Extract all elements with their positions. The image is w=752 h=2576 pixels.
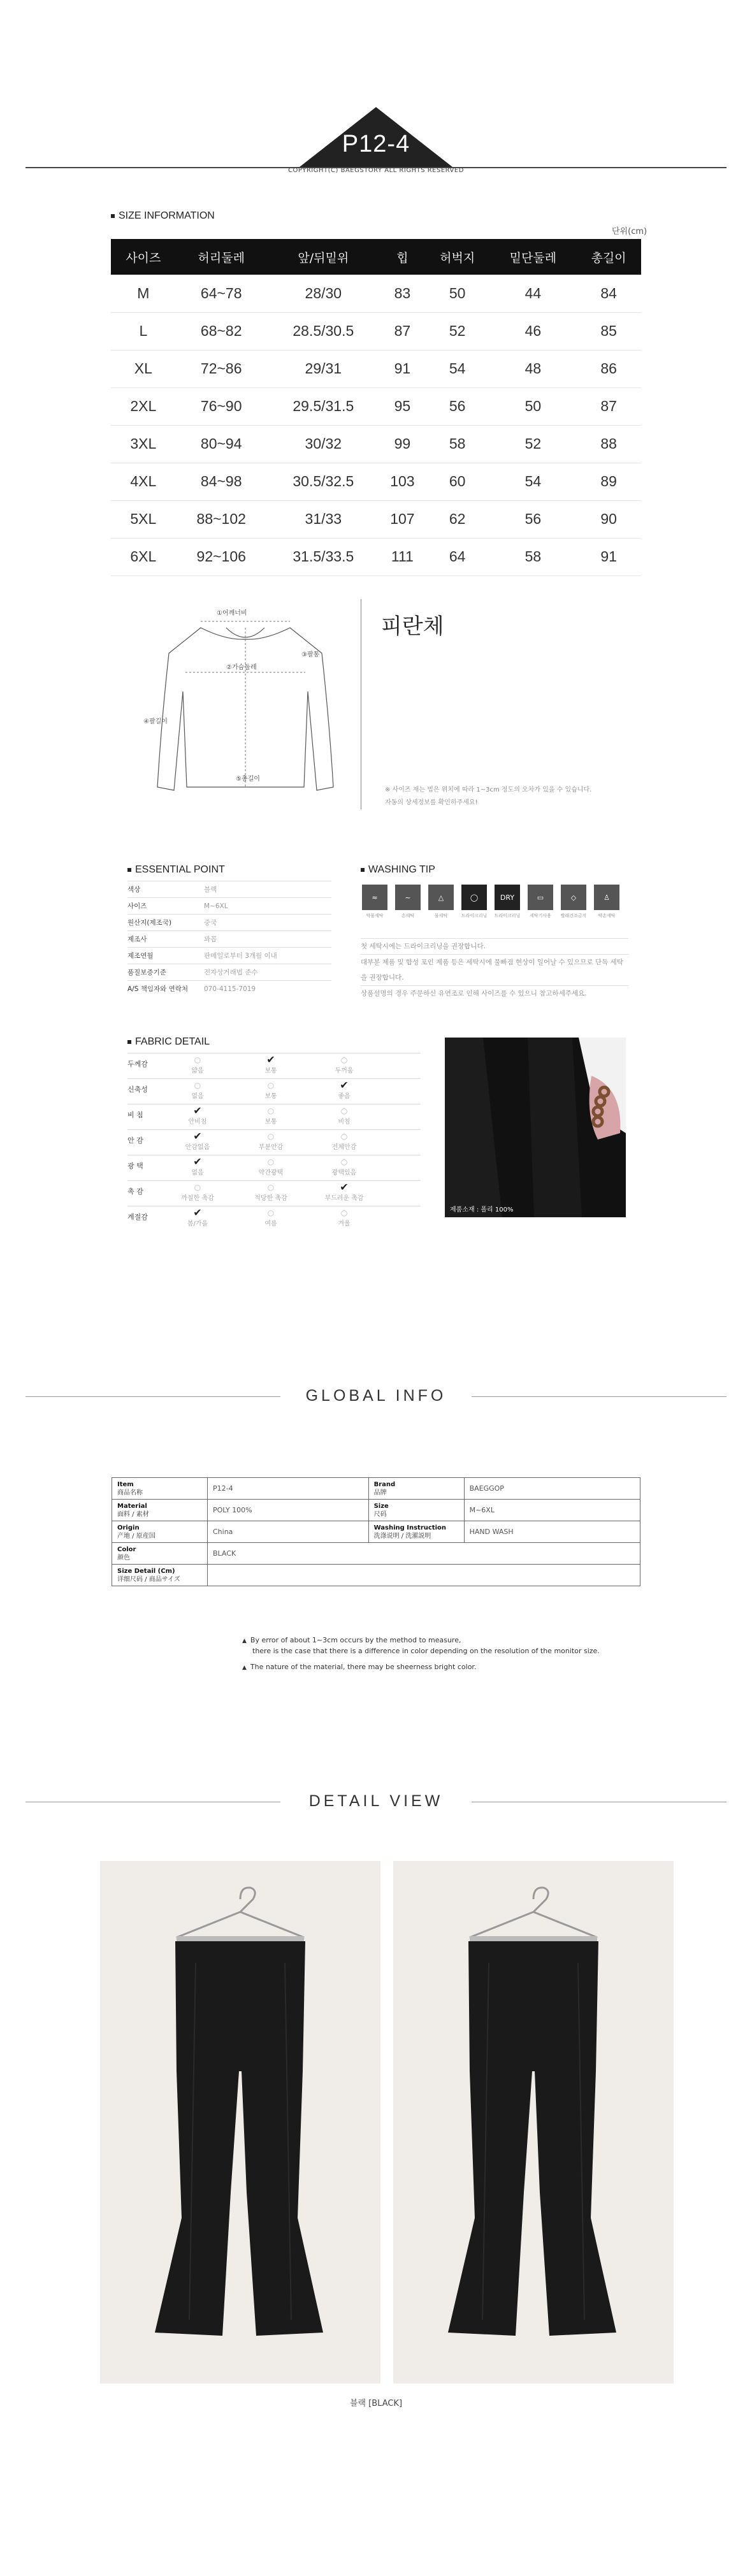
- washing-icon-caption: 손세탁: [401, 913, 415, 918]
- washing-note: 첫 세탁시에는 드라이크리닝을 권장합니다.: [361, 938, 628, 954]
- size-col-header: 사이즈: [111, 239, 176, 275]
- pants-back-image: [393, 1861, 674, 2384]
- size-cell: 31.5/33.5: [267, 538, 380, 575]
- washing-icon-caption: 세탁기사용: [530, 913, 551, 918]
- essential-key: 품질보증기준: [127, 964, 204, 981]
- size-cell: 89: [576, 463, 641, 500]
- fabric-option: [245, 1131, 296, 1151]
- check-icon: ✔: [193, 1206, 202, 1219]
- size-cell: 62: [425, 500, 490, 538]
- size-cell: 95: [380, 387, 425, 425]
- fabric-option-label: 광택있음: [331, 1169, 357, 1176]
- circle-icon: ○: [340, 1132, 348, 1141]
- size-col-header: 허벅지: [425, 239, 490, 275]
- check-icon: ✔: [193, 1104, 202, 1117]
- fabric-option-label: 비침: [338, 1118, 351, 1125]
- square-bullet-icon: [111, 214, 115, 218]
- size-cell: 56: [490, 500, 577, 538]
- pants-front-image: [100, 1861, 380, 2384]
- size-cell: 50: [425, 275, 490, 312]
- size-cell: 2XL: [111, 387, 176, 425]
- essential-row: [127, 981, 331, 997]
- size-info-title: SIZE INFORMATION: [111, 210, 215, 222]
- size-row: [111, 463, 641, 500]
- fabric-row: [127, 1053, 421, 1078]
- size-col-header: 힙: [380, 239, 425, 275]
- triangle-bullet-icon: ▲: [242, 1665, 247, 1671]
- fabric-option-label: 없음: [191, 1093, 204, 1100]
- essential-row: [127, 915, 331, 931]
- size-cell: 58: [425, 425, 490, 463]
- check-icon: ✔: [193, 1155, 202, 1168]
- fabric-option: [319, 1208, 370, 1227]
- fabric-row: [127, 1206, 421, 1231]
- size-cell: 60: [425, 463, 490, 500]
- fabric-row: [127, 1155, 421, 1180]
- diagram-label-chest: ②가슴둘레: [226, 664, 257, 671]
- washing-icon-item: [493, 885, 521, 934]
- size-row: [111, 538, 641, 575]
- size-col-header: 총길이: [576, 239, 641, 275]
- iron-icon: ◇: [561, 885, 586, 910]
- fabric-option-label: 두꺼움: [335, 1067, 354, 1075]
- essential-row: [127, 964, 331, 981]
- fabric-option-label: 부드러운 촉감: [324, 1195, 364, 1202]
- fabric-label: 두께감: [127, 1060, 148, 1068]
- fabric-grid: [127, 1053, 421, 1231]
- essential-title: ESSENTIAL POINT: [127, 864, 225, 876]
- size-cell: 50: [490, 387, 577, 425]
- product-code: P12-4: [342, 131, 410, 157]
- circle-icon: ○: [267, 1132, 275, 1141]
- circle-icon: ○: [194, 1081, 201, 1090]
- size-cell: 84~98: [176, 463, 267, 500]
- size-cell: 107: [380, 500, 425, 538]
- size-cell: 87: [380, 312, 425, 350]
- size-cell: 88: [576, 425, 641, 463]
- shirt-icon: ♙: [594, 885, 619, 910]
- size-cell: 6XL: [111, 538, 176, 575]
- circle-icon: ○: [267, 1157, 275, 1166]
- washing-icon-item: [526, 885, 554, 934]
- fabric-photo: [445, 1038, 626, 1217]
- fabric-option-label: 여름: [264, 1220, 277, 1227]
- size-cell: 68~82: [176, 312, 267, 350]
- water-wash-icon: ~: [395, 885, 421, 910]
- size-cell: 28/30: [267, 275, 380, 312]
- washing-icon-caption: 드라이크리닝: [494, 913, 521, 918]
- circle-icon: ○: [267, 1208, 275, 1217]
- fabric-label: 안 감: [127, 1136, 143, 1145]
- fabric-option: [172, 1080, 223, 1100]
- size-cell: 54: [490, 463, 577, 500]
- size-cell: 30/32: [267, 425, 380, 463]
- washing-note: 대부분 제품 및 합성 포인 제품 등은 세탁시에 물빠짐 현상이 일어날 수 있으므로 단독 세탁을 권장합니다.: [361, 954, 628, 985]
- essential-value: 중국: [204, 915, 331, 931]
- check-icon: ✔: [340, 1181, 349, 1193]
- fabric-option: [172, 1131, 223, 1151]
- size-cell: L: [111, 312, 176, 350]
- fabric-option: [245, 1208, 296, 1227]
- circle-icon: ○: [340, 1106, 348, 1115]
- essential-row: [127, 881, 331, 898]
- size-table: [111, 239, 641, 576]
- essential-row: [127, 931, 331, 948]
- washing-icon-item: [394, 885, 422, 934]
- fabric-option-label: 부분안감: [258, 1144, 284, 1151]
- diagram-label-shoulder: ①어깨너비: [217, 610, 247, 617]
- size-cell: 80~94: [176, 425, 267, 463]
- size-cell: 54: [425, 350, 490, 387]
- size-cell: 29.5/31.5: [267, 387, 380, 425]
- size-cell: 29/31: [267, 350, 380, 387]
- essential-key: 제조사: [127, 931, 204, 948]
- fabric-option-label: 없음: [191, 1169, 204, 1176]
- fabric-option: [245, 1055, 296, 1075]
- fabric-option-label: 보통: [264, 1093, 277, 1100]
- size-row: [111, 387, 641, 425]
- circle-icon: ○: [267, 1081, 275, 1090]
- size-cell: 83: [380, 275, 425, 312]
- fabric-option: [245, 1157, 296, 1176]
- fabric-title: FABRIC DETAIL: [127, 1036, 210, 1048]
- global-info-title: GLOBAL INFO: [305, 1387, 447, 1405]
- fabric-option-label: 봄/가을: [187, 1220, 208, 1227]
- diagram-label-armhole: ③팔통: [301, 651, 320, 658]
- size-table-header: [111, 239, 641, 275]
- fabric-option-label: 좋음: [338, 1093, 351, 1100]
- size-cell: 90: [576, 500, 641, 538]
- essential-key: 원산지(제조국): [127, 915, 204, 931]
- circle-icon: ○: [340, 1157, 348, 1166]
- washing-icon-item: [427, 885, 455, 934]
- size-cell: 3XL: [111, 425, 176, 463]
- fabric-option: [319, 1055, 370, 1075]
- fabric-row: [127, 1078, 421, 1104]
- washing-notes: [361, 938, 628, 1001]
- detail-view-heading: [25, 1792, 727, 1811]
- size-cell: 56: [425, 387, 490, 425]
- size-cell: 4XL: [111, 463, 176, 500]
- essential-value: 블랙: [204, 881, 331, 898]
- size-cell: 84: [576, 275, 641, 312]
- fabric-option-label: 겨울: [338, 1220, 351, 1227]
- size-cell: XL: [111, 350, 176, 387]
- size-col-header: 앞/뒤밑위: [267, 239, 380, 275]
- size-cell: 46: [490, 312, 577, 350]
- size-cell: 86: [576, 350, 641, 387]
- size-cell: 76~90: [176, 387, 267, 425]
- washing-icon-caption: 약손세탁: [598, 913, 616, 918]
- fabric-option-label: 안비침: [188, 1118, 207, 1125]
- detail-view-title: DETAIL VIEW: [308, 1792, 444, 1810]
- size-cell: 58: [490, 538, 577, 575]
- size-cell: 87: [576, 387, 641, 425]
- circle-icon: ○: [194, 1183, 201, 1192]
- dry-clean-icon: ◯: [461, 885, 487, 910]
- essential-row: [127, 898, 331, 915]
- size-cell: 99: [380, 425, 425, 463]
- essential-key: 색상: [127, 881, 204, 898]
- fabric-row: [127, 1129, 421, 1155]
- washing-icon-item: [460, 885, 488, 934]
- fabric-label: 신축성: [127, 1085, 148, 1094]
- washing-icon-caption: 빨래건조금지: [560, 913, 587, 918]
- fabric-option: [319, 1157, 370, 1176]
- fabric-option-label: 약간광택: [258, 1169, 284, 1176]
- size-cell: 31/33: [267, 500, 380, 538]
- size-cell: 88~102: [176, 500, 267, 538]
- washing-icon-caption: 약물세탁: [366, 913, 384, 918]
- size-row: [111, 275, 641, 312]
- fabric-option-label: 까칠한 촉감: [181, 1195, 214, 1202]
- pants-back-photo: [393, 1861, 674, 2384]
- size-cell: M: [111, 275, 176, 312]
- size-cell: 48: [490, 350, 577, 387]
- square-bullet-icon: [127, 868, 131, 872]
- square-bullet-icon: [127, 1040, 131, 1044]
- fabric-option-label: 적당한 촉감: [254, 1195, 287, 1202]
- check-icon: ✔: [266, 1053, 275, 1066]
- fabric-option: [172, 1106, 223, 1125]
- circle-icon: ○: [267, 1183, 275, 1192]
- washing-icon-caption: 드라이크리닝: [461, 913, 488, 918]
- washing-icon-item: [560, 885, 588, 934]
- fabric-label: 계절감: [127, 1213, 148, 1221]
- fabric-label: 비 침: [127, 1111, 143, 1119]
- size-cell: 91: [576, 538, 641, 575]
- fabric-option: [319, 1106, 370, 1125]
- size-row: [111, 312, 641, 350]
- size-row: [111, 500, 641, 538]
- diagram-label-sleeve: ④팔길이: [143, 718, 168, 725]
- washing-icons: [361, 885, 628, 934]
- fabric-label: 촉 감: [127, 1187, 143, 1196]
- size-cell: 64~78: [176, 275, 267, 312]
- circle-icon: ○: [267, 1106, 275, 1115]
- fabric-option: [172, 1157, 223, 1176]
- diagram-label-length: ⑤총길이: [236, 776, 260, 783]
- copyright-text: COPYRIGHT(C) BAEGSTORY ALL RIGHTS RESERVED: [288, 167, 464, 174]
- fabric-option-label: 얇음: [191, 1067, 204, 1075]
- essential-value: 070-4115-7019: [204, 981, 331, 997]
- fabric-caption: 제품소재 : 폴리 100%: [450, 1206, 514, 1213]
- washing-icon-item: [361, 885, 389, 934]
- size-row: [111, 350, 641, 387]
- fabric-option-label: 안감없음: [185, 1144, 210, 1151]
- size-col-header: 밑단둘레: [490, 239, 577, 275]
- essential-key: 사이즈: [127, 898, 204, 915]
- essential-value: 꽈꼽: [204, 931, 331, 948]
- global-info-notes: ▲ By error of about 1~3cm occurs by the method to measure, there is the case that there is a difference in color depending on the resolution of the monitor size. ▲ The nature of the material, there may be sheerness bright color.: [242, 1636, 600, 1671]
- fabric-option: [319, 1131, 370, 1151]
- measure-note: ※ 사이즈 재는 법은 위치에 따라 1~3cm 정도의 오차가 있을 수 있습니다. 자동의 상세정보를 확인하주세요!: [385, 786, 592, 806]
- fabric-option: [245, 1182, 296, 1202]
- fabric-option-label: 전체안감: [331, 1144, 357, 1151]
- size-cell: 28.5/30.5: [267, 312, 380, 350]
- global-info-table: Item 商品名称 P12-4 Brand 品牌 BAEGGOP Material 面料 / 素材 POLY 100% Size 尺码 M~6XL Origin 产地 / 原産国 China Washing Instruction 洗涤说明 / 洗濯説明 HAND WASH Color 颜色 BLACK Size Detail (Cm) 详细尺码 / 商品サイズ: [112, 1477, 640, 1586]
- washing-title: WASHING TIP: [361, 864, 435, 876]
- size-cell: 30.5/32.5: [267, 463, 380, 500]
- washing-icon-item: [593, 885, 621, 934]
- essential-row: [127, 948, 331, 964]
- fabric-option: [245, 1080, 296, 1100]
- size-row: [111, 425, 641, 463]
- fabric-option: [319, 1182, 370, 1202]
- no-bleach-icon: △: [428, 885, 454, 910]
- fabric-option: [319, 1080, 370, 1100]
- fabric-closeup-image: [445, 1038, 626, 1217]
- washing-note: 상품설명의 경우 주문하신 유연조로 인해 사이즈를 수 있으니 참고하세주세요.: [361, 985, 628, 1001]
- size-cell: 52: [490, 425, 577, 463]
- size-cell: 44: [490, 275, 577, 312]
- dry-icon: DRY: [495, 885, 520, 910]
- blouse-size-diagram: [131, 596, 360, 813]
- essential-table: [127, 881, 331, 997]
- essential-value: 전자상거래법 준수: [204, 964, 331, 981]
- circle-icon: ○: [194, 1055, 201, 1064]
- washing-icon-caption: 물세탁: [434, 913, 448, 918]
- fabric-option: [172, 1208, 223, 1227]
- fabric-option-label: 보통: [264, 1118, 277, 1125]
- essential-value: 판매일로부터 3개월 이내: [204, 948, 331, 964]
- fit-title: 피란체: [381, 614, 444, 639]
- color-caption: 블랙 [BLACK]: [349, 2399, 403, 2408]
- size-cell: 103: [380, 463, 425, 500]
- machine-wash-icon: ▭: [528, 885, 553, 910]
- check-icon: ✔: [193, 1130, 202, 1142]
- size-cell: 111: [380, 538, 425, 575]
- size-unit: 단위(cm): [612, 227, 647, 236]
- circle-icon: ○: [340, 1055, 348, 1064]
- fabric-row: [127, 1180, 421, 1206]
- fabric-option-label: 보통: [264, 1067, 277, 1075]
- global-info-heading: [25, 1387, 727, 1406]
- circle-icon: ○: [340, 1208, 348, 1217]
- triangle-bullet-icon: ▲: [242, 1638, 247, 1644]
- size-cell: 52: [425, 312, 490, 350]
- fabric-row: [127, 1104, 421, 1129]
- square-bullet-icon: [361, 868, 365, 872]
- hand-wash-icon: ≈: [362, 885, 387, 910]
- essential-value: M~6XL: [204, 898, 331, 915]
- fabric-option: [172, 1055, 223, 1075]
- size-col-header: 허리둘레: [176, 239, 267, 275]
- size-cell: 91: [380, 350, 425, 387]
- fabric-label: 광 택: [127, 1162, 143, 1170]
- fabric-option: [245, 1106, 296, 1125]
- size-cell: 5XL: [111, 500, 176, 538]
- essential-key: A/S 책임자와 연락처: [127, 981, 204, 997]
- check-icon: ✔: [340, 1079, 349, 1091]
- size-cell: 64: [425, 538, 490, 575]
- fabric-option: [172, 1182, 223, 1202]
- pants-front-photo: [100, 1861, 380, 2384]
- size-cell: 72~86: [176, 350, 267, 387]
- essential-key: 제조연월: [127, 948, 204, 964]
- size-cell: 85: [576, 312, 641, 350]
- size-cell: 92~106: [176, 538, 267, 575]
